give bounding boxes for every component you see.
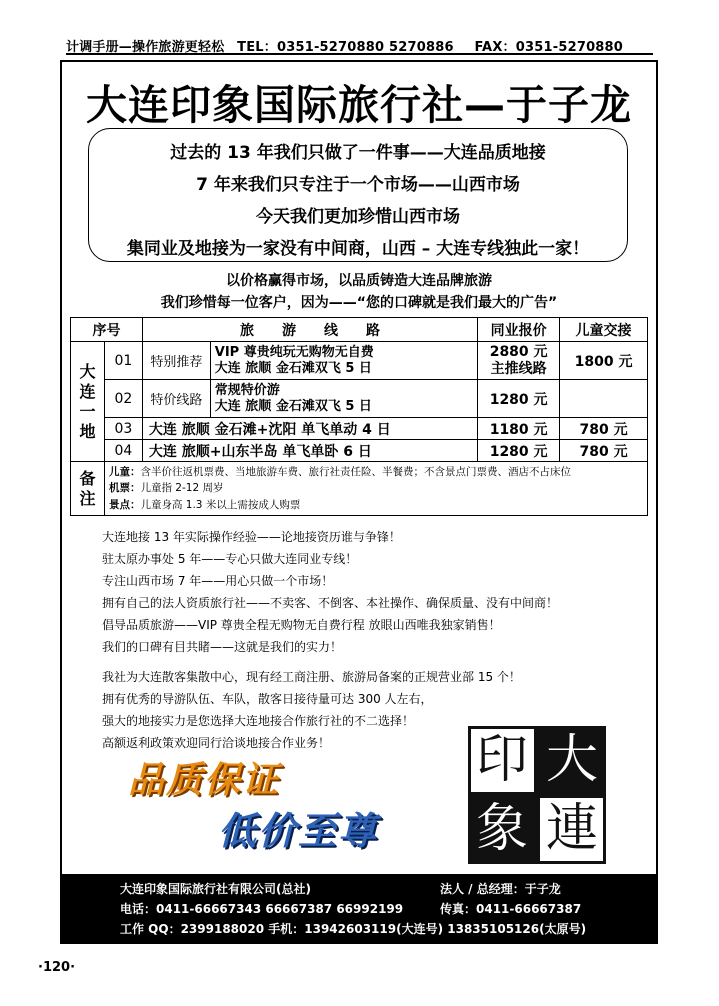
row-route	[210, 380, 477, 418]
body-line: 倡导品质旅游——VIP 尊贵全程无购物无自费行程 放眼山西唯我独家销售！	[102, 618, 501, 632]
row-number: 04	[104, 440, 142, 462]
note-text: 含半价往返机票费、当地旅游车费、旅行社责任险、半餐费；不含景点门票费、酒店不占床位	[140, 466, 571, 479]
note-line	[109, 497, 647, 513]
table-row	[71, 440, 648, 462]
body-line: 高额返利政策欢迎同行洽谈地接合作业务！	[102, 736, 331, 750]
slogan-line: 今天我们更加珍惜山西市场	[256, 207, 460, 227]
route-line: 大连 旅顺 金石滩双飞 5 日	[214, 398, 372, 414]
body-line: 拥有优秀的导游队伍、车队，散客日接待量可达 300 人左右，	[102, 692, 433, 706]
header-child: 儿童交接	[560, 318, 648, 342]
table-header-row	[71, 318, 648, 342]
row-route	[210, 342, 477, 380]
notes-row	[71, 462, 648, 516]
table-row	[71, 380, 648, 418]
footer-phone: 电话：0411-66667343 66667387 66992199	[120, 902, 404, 916]
region-text: 大连一地	[79, 361, 96, 441]
note-line	[109, 480, 647, 496]
note-label: 景点：	[108, 498, 141, 511]
slogan-line: 7 年来我们只专注于一个市场——山西市场	[196, 175, 520, 195]
seal-logo	[468, 726, 606, 864]
notes-label	[71, 462, 105, 516]
route-line: 常规特价游	[214, 382, 280, 398]
row-price: 1280 元	[478, 380, 560, 418]
note-label: 机票：	[108, 482, 141, 495]
body-line: 我社为大连散客集散中心，现有经工商注册、旅游局备案的正规营业部 15 个！	[102, 670, 521, 684]
routes-table	[70, 317, 648, 516]
note-label: 儿童：	[108, 466, 141, 479]
notes-label-text: 备注	[79, 468, 96, 508]
route-line: 大连 旅顺 金石滩双飞 5 日	[214, 360, 372, 376]
seal-char: 連	[546, 799, 599, 859]
row-number: 03	[104, 418, 142, 440]
note-text: 儿童指 2-12 周岁	[140, 482, 224, 495]
body-line: 专注山西市场 7 年——用心只做一个市场！	[102, 574, 334, 588]
body-line: 大连地接 13 年实际操作经验——论地接资历谁与争锋！	[102, 530, 401, 544]
table-row	[71, 418, 648, 440]
footer-company: 大连印象国际旅行社有限公司(总社)	[120, 882, 311, 896]
body-line: 驻太原办事处 5 年——专心只做大连同业专线！	[102, 552, 358, 566]
row-child-price: 1800 元	[560, 342, 648, 380]
tagline: 我们珍惜每一位客户，因为——“您的口碑就是我们最大的广告”	[160, 295, 558, 311]
row-price: 1280 元	[478, 440, 560, 462]
region-label	[71, 342, 105, 462]
header-price: 同业报价	[478, 318, 560, 342]
row-category: 特价线路	[142, 380, 210, 418]
price-value: 2880 元	[489, 343, 548, 360]
body-line: 我们的口碑有目共睹——这就是我们的实力！	[102, 640, 343, 654]
seal-char: 象	[476, 799, 529, 859]
notes-content	[104, 462, 647, 516]
slogan-line: 过去的 13 年我们只做了一件事——大连品质地接	[170, 143, 546, 163]
page-number: ·120·	[38, 960, 76, 975]
row-child-price: 780 元	[560, 440, 648, 462]
row-number: 02	[104, 380, 142, 418]
seal-char: 大	[546, 730, 599, 790]
lowest-price-badge: 低价至尊	[218, 809, 379, 853]
body-line: 拥有自己的法人资质旅行社——不卖客、不倒客、本社操作、确保质量、没有中间商！	[102, 596, 559, 610]
quality-guarantee-badge: 品质保证	[128, 760, 281, 801]
table-row	[71, 342, 648, 380]
header-divider	[66, 53, 653, 55]
footer-contact-bar	[62, 874, 656, 942]
row-category: 特别推荐	[142, 342, 210, 380]
header-tel-label: TEL：	[237, 40, 277, 55]
footer-fax: 传真：0411-66667387	[440, 902, 582, 916]
footer-contact: 工作 QQ：2399188020 手机：13942603119(大连号) 13835105126(太原号)	[120, 922, 587, 936]
row-child-price	[560, 380, 648, 418]
route-line: VIP 尊贵纯玩无购物无自费	[214, 344, 374, 360]
slogan-line: 集同业及地接为一家没有中间商，山西 – 大连专线独此一家！	[126, 239, 590, 259]
price-note: 主推线路	[490, 360, 547, 377]
header-fax-number: 0351-5270880	[515, 40, 624, 55]
header-tel-numbers: 0351-5270880 5270886	[276, 40, 454, 55]
row-child-price: 780 元	[560, 418, 648, 440]
footer-manager: 法人 / 总经理：于子龙	[440, 882, 561, 896]
tagline: 以价格赢得市场，以品质铸造大连品牌旅游	[226, 273, 492, 289]
note-text: 儿童身高 1.3 米以上需按成人购票	[140, 498, 301, 511]
header-route: 旅 游 线 路	[142, 318, 477, 342]
header-slogan: 计调手册—操作旅游更轻松	[66, 40, 225, 55]
header-fax-label: FAX：	[474, 40, 516, 55]
page-title: 大连印象国际旅行社—于子龙	[86, 81, 632, 129]
seal-char: 印	[476, 730, 529, 790]
row-route: 大连 旅顺 金石滩+沈阳 单飞单动 4 日	[142, 418, 477, 440]
row-route: 大连 旅顺+山东半岛 单飞单卧 6 日	[142, 440, 477, 462]
row-number: 01	[104, 342, 142, 380]
body-line: 强大的地接实力是您选择大连地接合作旅行社的不二选择！	[102, 714, 415, 728]
note-line	[109, 464, 647, 480]
header-seq: 序号	[71, 318, 143, 342]
row-price: 1180 元	[478, 418, 560, 440]
row-price	[478, 342, 560, 380]
